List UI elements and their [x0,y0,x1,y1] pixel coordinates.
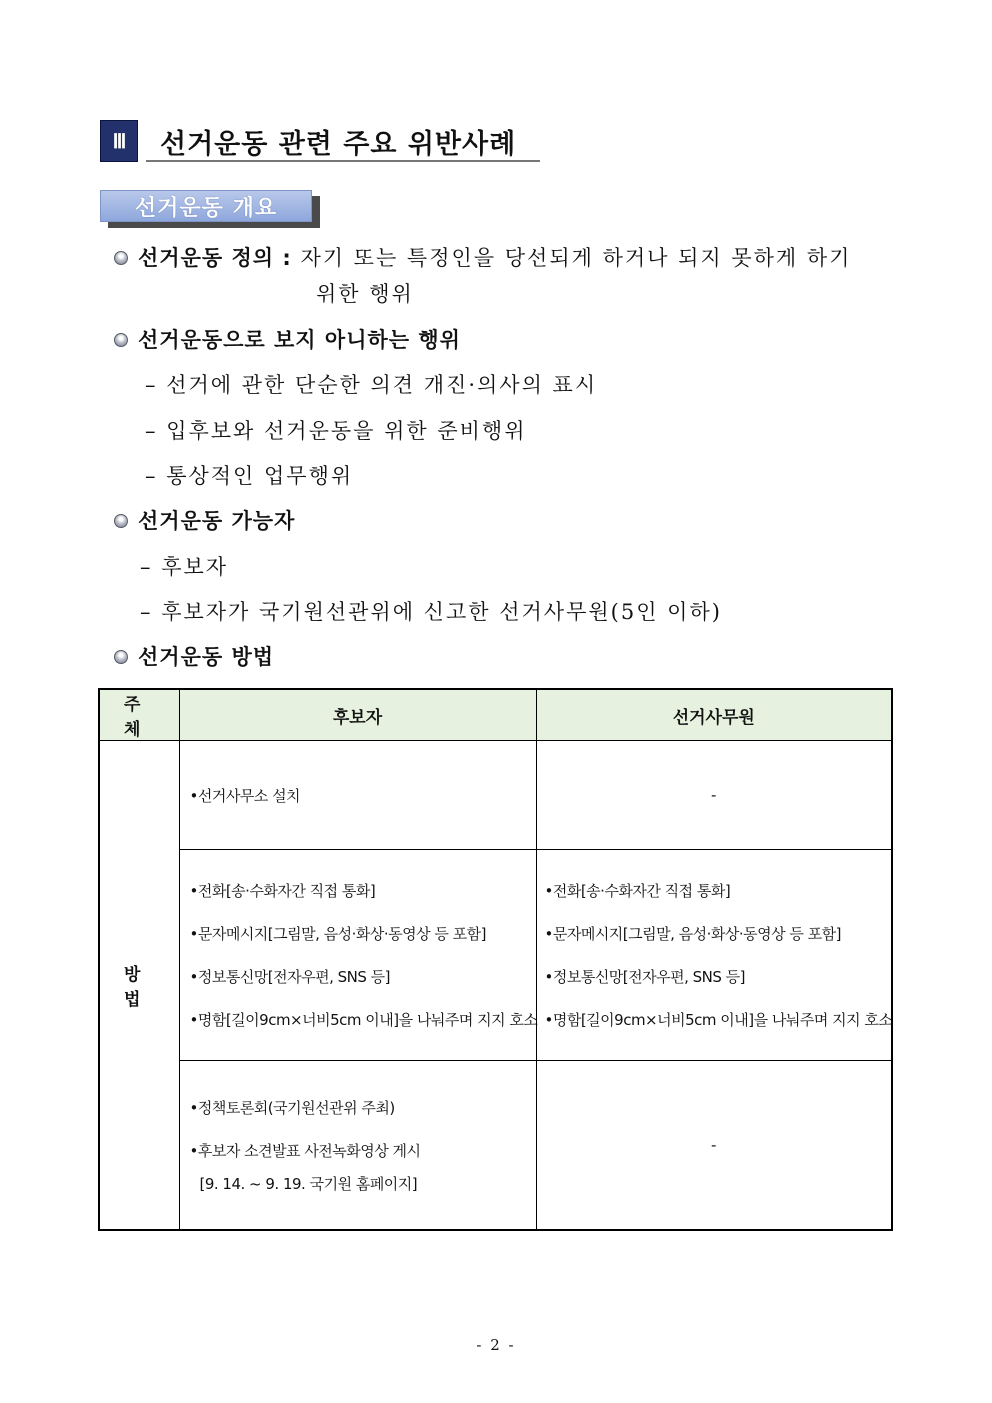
row-label-method: 방 법 [99,741,179,1231]
definition-text-2: 위한 행위 [316,282,414,306]
header-subject: 주 체 [99,689,179,741]
eligible-item [140,596,722,626]
methods-table [98,688,893,1231]
not-campaign-item-text: 통상적인 업무행위 [166,464,354,488]
subheading-title: 선거운동 개요 [100,190,312,222]
subheading-box [100,190,322,228]
staff-cell [536,850,892,1061]
staff-cell-empty: - [536,741,892,850]
method-item: •명함[길이9cm×너비5cm 이내]을 나눠주며 지지 호소 [189,1011,538,1029]
dash-glyph: – [145,373,158,397]
method-item: •후보자 소견발표 사전녹화영상 게시 [189,1141,421,1160]
section-underline [146,160,540,162]
header-staff: 선거사무원 [536,689,892,741]
table-row [99,850,892,1061]
method-item: •명함[길이9cm×너비5cm 이내]을 나눠주며 지지 호소 [544,1011,893,1029]
methods-heading: 선거운동 방법 [138,645,275,669]
bullet-icon [114,650,128,664]
section-number-badge: Ⅲ [100,120,138,162]
not-campaign-heading: 선거운동으로 보지 아니하는 행위 [138,328,461,352]
not-campaign-item [145,460,353,490]
definition-line [138,242,851,272]
method-item: •선거사무소 설치 [189,786,301,805]
method-item: •전화[송·수화자간 직접 통화] [189,882,376,900]
candidate-cell [179,850,536,1061]
table-row [99,741,892,850]
section-title: 선거운동 관련 주요 위반사례 [160,129,517,160]
not-campaign-item [145,415,527,445]
method-item: •정보통신망[전자우편, SNS 등] [189,968,391,986]
eligible-item-text: 후보자 [161,555,229,579]
page-number: - 2 - [476,1336,516,1354]
bullet-icon [114,514,128,528]
header-candidate: 후보자 [179,689,536,741]
definition-text-1: 자기 또는 특정인을 당선되게 하거나 되지 못하게 하기 [300,246,852,270]
method-item: •전화[송·수화자간 직접 통화] [544,882,731,900]
dash-glyph: – [145,464,158,488]
eligible-item-text: 후보자가 국기원선관위에 신고한 선거사무원(5인 이하) [161,600,722,624]
eligible-item [140,551,228,581]
not-campaign-item-text: 선거에 관한 단순한 의견 개진·의사의 표시 [166,373,598,397]
eligible-heading: 선거운동 가능자 [138,509,296,533]
table-header-row [99,689,892,741]
dash-glyph: – [140,600,153,624]
definition-label: 선거운동 정의 : [138,246,292,270]
method-item: •문자메시지[그림말, 음성·화상·동영상 등 포함] [189,925,486,943]
method-item: •문자메시지[그림말, 음성·화상·동영상 등 포함] [544,925,841,943]
not-campaign-item-text: 입후보와 선거운동을 위한 준비행위 [166,419,527,443]
section-heading [100,118,540,164]
bullet-icon [114,251,128,265]
dash-glyph: – [145,419,158,443]
bullet-icon [114,333,128,347]
method-item: •정책토론회(국기원선관위 주최) [189,1098,395,1117]
not-campaign-item [145,369,597,399]
staff-cell-empty: - [536,1061,892,1231]
candidate-cell [179,741,536,850]
dash-glyph: – [140,555,153,579]
table-row [99,1061,892,1231]
method-item: •정보통신망[전자우편, SNS 등] [544,968,746,986]
candidate-cell [179,1061,536,1231]
method-item: [9. 14. ~ 9. 19. 국기원 홈페이지] [199,1174,418,1193]
